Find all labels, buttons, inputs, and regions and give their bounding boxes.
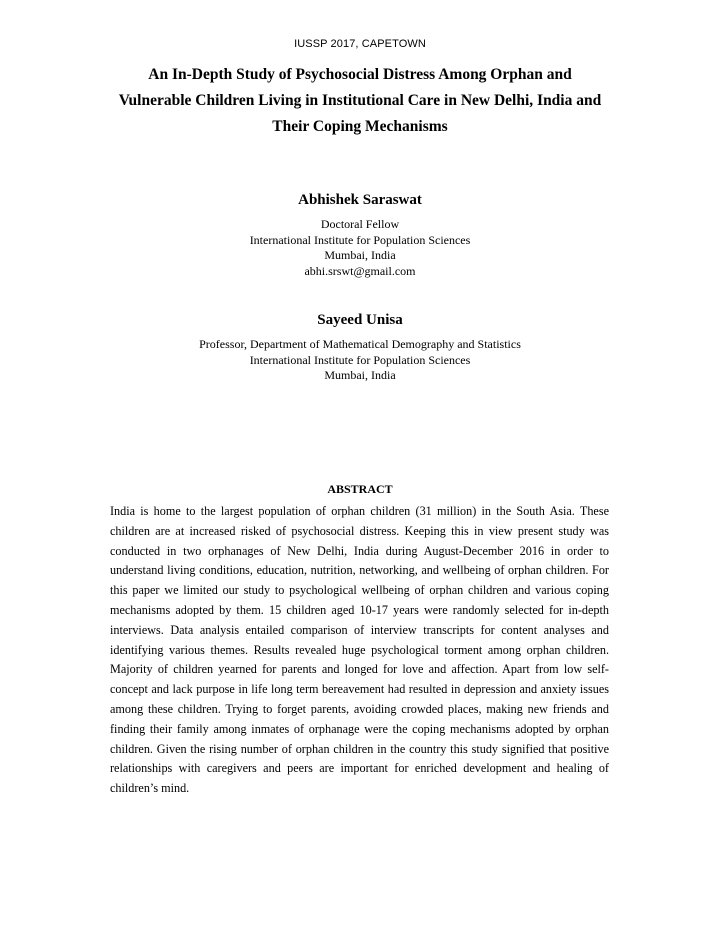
author-location: Mumbai, India — [324, 368, 396, 382]
author-block — [0, 190, 720, 279]
abstract-text: India is home to the largest population of orphan children (31 million) in the South Asia. These children are at increased risked of psychosocial distress. Keeping this in view present study was conducted in two orphanages of New Delhi, India during August-December 2016 in order to understand living conditions, education, nutrition, networking, and wellbeing of orphan children. For this paper we limited our study to psychological wellbeing of orphan children and various coping mechanisms adopted by them. 15 children aged 10-17 years were randomly selected for in-depth interviews. Data analysis entailed comparison of interview transcripts for content analyses and identifying various themes. Results revealed huge psychological torment among orphan children. Majority of children yearned for parents and longed for love and affection. Apart from low self-concept and lack purpose in life long term bereavement had resulted in depression and anxiety issues among these children. Trying to forget parents, avoiding crowded places, making new friends and finding their family among inmates of orphanage were the coping mechanisms adopted by orphan children. Given the rising number of orphan children in the country this study signified that positive relationships with caregivers and peers are important for enriched development and healing of children’s mind. — [110, 504, 609, 796]
author-institution: International Institute for Population Sciences — [249, 352, 471, 367]
author-location: Mumbai, India — [324, 248, 396, 262]
title-line: Vulnerable Children Living in Institutional Care in New Delhi, India and — [118, 92, 602, 109]
author-name: Sayeed Unisa — [317, 312, 403, 328]
abstract-heading: ABSTRACT — [327, 482, 393, 496]
title-line: An In-Depth Study of Psychosocial Distress Among Orphan and — [148, 66, 572, 83]
author-name: Abhishek Saraswat — [298, 192, 422, 208]
author-institution: International Institute for Population Sciences — [249, 232, 471, 247]
title-line: Their Coping Mechanisms — [272, 118, 448, 135]
author-block — [0, 310, 720, 384]
conference-header: IUSSP 2017, CAPETOWN — [294, 38, 426, 50]
author-position: Doctoral Fellow — [320, 217, 400, 231]
author-position: Professor, Department of Mathematical Demography and Statistics — [199, 337, 521, 351]
paper-title — [90, 62, 630, 140]
author-email: abhi.srswt@gmail.com — [304, 263, 416, 278]
